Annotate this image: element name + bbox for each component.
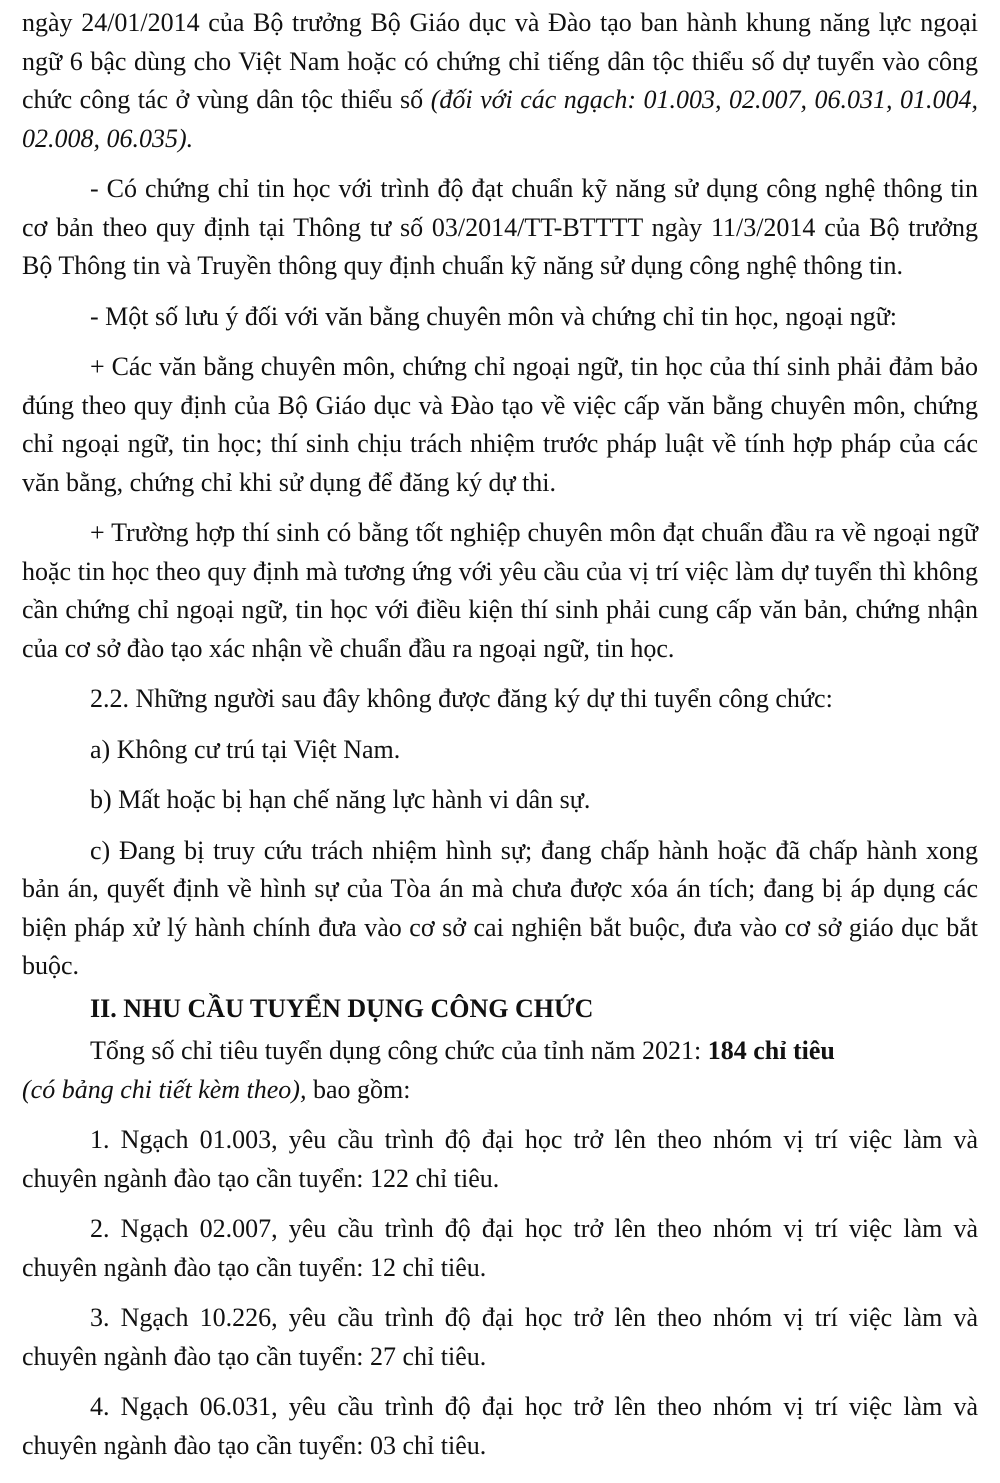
list-item-grade-10-226: 3. Ngạch 10.226, yêu cầu trình độ đại học trở lên theo nhóm vị trí việc làm và chuyên ngành đào tạo cần tuyển: 27 chỉ tiêu. xyxy=(22,1303,978,1371)
list-item-grade-06-031: 4. Ngạch 06.031, yêu cầu trình độ đại học trở lên theo nhóm vị trí việc làm và chuyên ngành đào tạo cần tuyển: 03 chỉ tiêu. xyxy=(22,1392,978,1460)
paragraph-summary xyxy=(22,1032,978,1109)
paragraph-italic-note: (đối với các ngạch: 01.003, 02.007, 06.031, 01.004, 02.008, 06.035). xyxy=(22,85,978,153)
list-item-grade-01-003: 1. Ngạch 01.003, yêu cầu trình độ đại học trở lên theo nhóm vị trí việc làm và chuyên ngành đào tạo cần tuyển: 122 chỉ tiêu. xyxy=(22,1125,978,1193)
paragraph-notes-intro: - Một số lưu ý đối với văn bằng chuyên môn và chứng chỉ tin học, ngoại ngữ: xyxy=(90,301,898,331)
paragraph-ineligible-intro: 2.2. Những người sau đây không được đăng ký dự thi tuyển công chức: xyxy=(90,684,833,713)
section-heading: II. NHU CẦU TUYỂN DỤNG CÔNG CHỨC xyxy=(90,993,594,1023)
summary-italic-note: (có bảng chi tiết kèm theo), xyxy=(22,1074,307,1104)
paragraph-it-cert: - Có chứng chỉ tin học với trình độ đạt chuẩn kỹ năng sử dụng công nghệ thông tin cơ bản theo quy định tại Thông tư số 03/2014/TT-BTTTT ngày 11/3/2014 của Bộ trưởng Bộ Thông tin và Truyền thông quy định chuẩn kỹ năng sử dụng công nghệ thông tin. xyxy=(22,174,978,280)
list-item-grade-02-007: 2. Ngạch 02.007, yêu cầu trình độ đại học trở lên theo nhóm vị trí việc làm và chuyên ngành đào tạo cần tuyển: 12 chỉ tiêu. xyxy=(22,1214,978,1282)
list-item-a: a) Không cư trú tại Việt Nam. xyxy=(90,734,401,764)
list-item-c: c) Đang bị truy cứu trách nhiệm hình sự; đang chấp hành hoặc đã chấp hành xong bản án, quyết định về hình sự của Tòa án mà chưa được xóa án tích; đang bị áp dụng các biện pháp xử lý hành chính đưa vào cơ sở cai nghiện bắt buộc, đưa vào cơ sở giáo dục bắt buộc. xyxy=(22,835,978,980)
list-item-b: b) Mất hoặc bị hạn chế năng lực hành vi dân sự. xyxy=(90,785,591,814)
summary-total: 184 chỉ tiêu xyxy=(707,1036,835,1065)
paragraph-note-graduates: + Trường hợp thí sinh có bằng tốt nghiệp chuyên môn đạt chuẩn đầu ra về ngoại ngữ hoặc tin học theo quy định mà tương ứng với yêu cầu của vị trí việc làm dự tuyển thì không cần chứng chỉ ngoại ngữ, tin học với điều kiện thí sinh phải cung cấp văn bản, chứng nhận của cơ sở đào tạo xác nhận về chuẩn đầu ra ngoại ngữ, tin học. xyxy=(22,518,978,663)
paragraph-note-diplomas: + Các văn bằng chuyên môn, chứng chỉ ngoại ngữ, tin học của thí sinh phải đảm bảo đúng theo quy định của Bộ Giáo dục và Đào tạo về việc cấp văn bằng chuyên môn, chứng chỉ ngoại ngữ, tin học; thí sinh chịu trách nhiệm trước pháp luật về tính hợp pháp của các văn bằng, chứng chỉ khi sử dụng để đăng ký dự thi. xyxy=(22,352,978,497)
summary-tail: bao gồm: xyxy=(306,1074,411,1104)
summary-lead: Tổng số chỉ tiêu tuyển dụng công chức của tỉnh năm 2021: xyxy=(90,1036,708,1065)
paragraph-foreign-language-cert xyxy=(22,4,978,158)
paragraph-text: ngày 24/01/2014 của Bộ trưởng Bộ Giáo dục và Đào tạo ban hành khung năng lực ngoại ngữ 6 bậc dùng cho Việt Nam hoặc có chứng chỉ tiếng dân tộc thiểu số dự tuyển vào công chức công tác ở vùng dân tộc thiểu số xyxy=(22,8,978,114)
